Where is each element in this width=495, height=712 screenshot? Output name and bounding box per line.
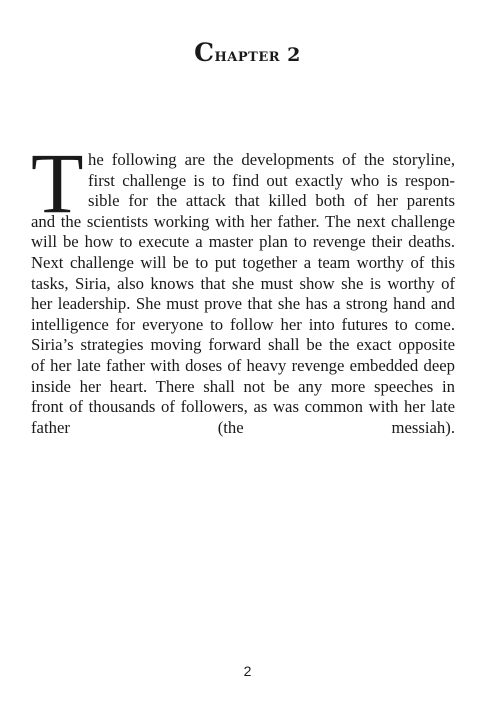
- drop-cap: T: [31, 135, 84, 231]
- chapter-title: [0, 38, 495, 67]
- paragraph-line: front of thousands of followers, as was common with her late: [31, 397, 455, 417]
- page-number: 2: [243, 663, 252, 679]
- paragraph-line: of her late father with doses of heavy revenge embedded deep: [31, 355, 455, 375]
- paragraph-line: will be how to execute a master plan to revenge their deaths.: [31, 232, 455, 252]
- paragraph-line: first challenge is to find out exactly who is respon-: [88, 170, 455, 190]
- paragraph-line: Siria’s strategies moving forward shall be the exact opposite: [31, 335, 455, 355]
- paragraph-line: Next challenge will be to put together a team worthy of this: [31, 252, 455, 272]
- paragraph-line: and the scientists working with her father. The next challenge: [31, 211, 455, 231]
- chapter-body-paragraph: [31, 150, 455, 438]
- paragraph-line: tasks, Siria, also knows that she must show she is worthy of: [31, 273, 455, 293]
- paragraph-line: sible for the attack that killed both of her parents: [88, 191, 455, 211]
- paragraph-line: her leadership. She must prove that she has a strong hand and: [31, 294, 455, 314]
- chapter-title-initial: C: [194, 38, 215, 67]
- chapter-title-rest: hapter 2: [214, 44, 301, 66]
- paragraph-line: inside her heart. There shall not be any more speeches in: [31, 376, 455, 396]
- paragraph-line: intelligence for everyone to follow her into futures to come.: [31, 314, 455, 334]
- paragraph-line: he following are the developments of the storyline,: [88, 150, 455, 169]
- paragraph-line: father (the messiah).: [31, 417, 455, 437]
